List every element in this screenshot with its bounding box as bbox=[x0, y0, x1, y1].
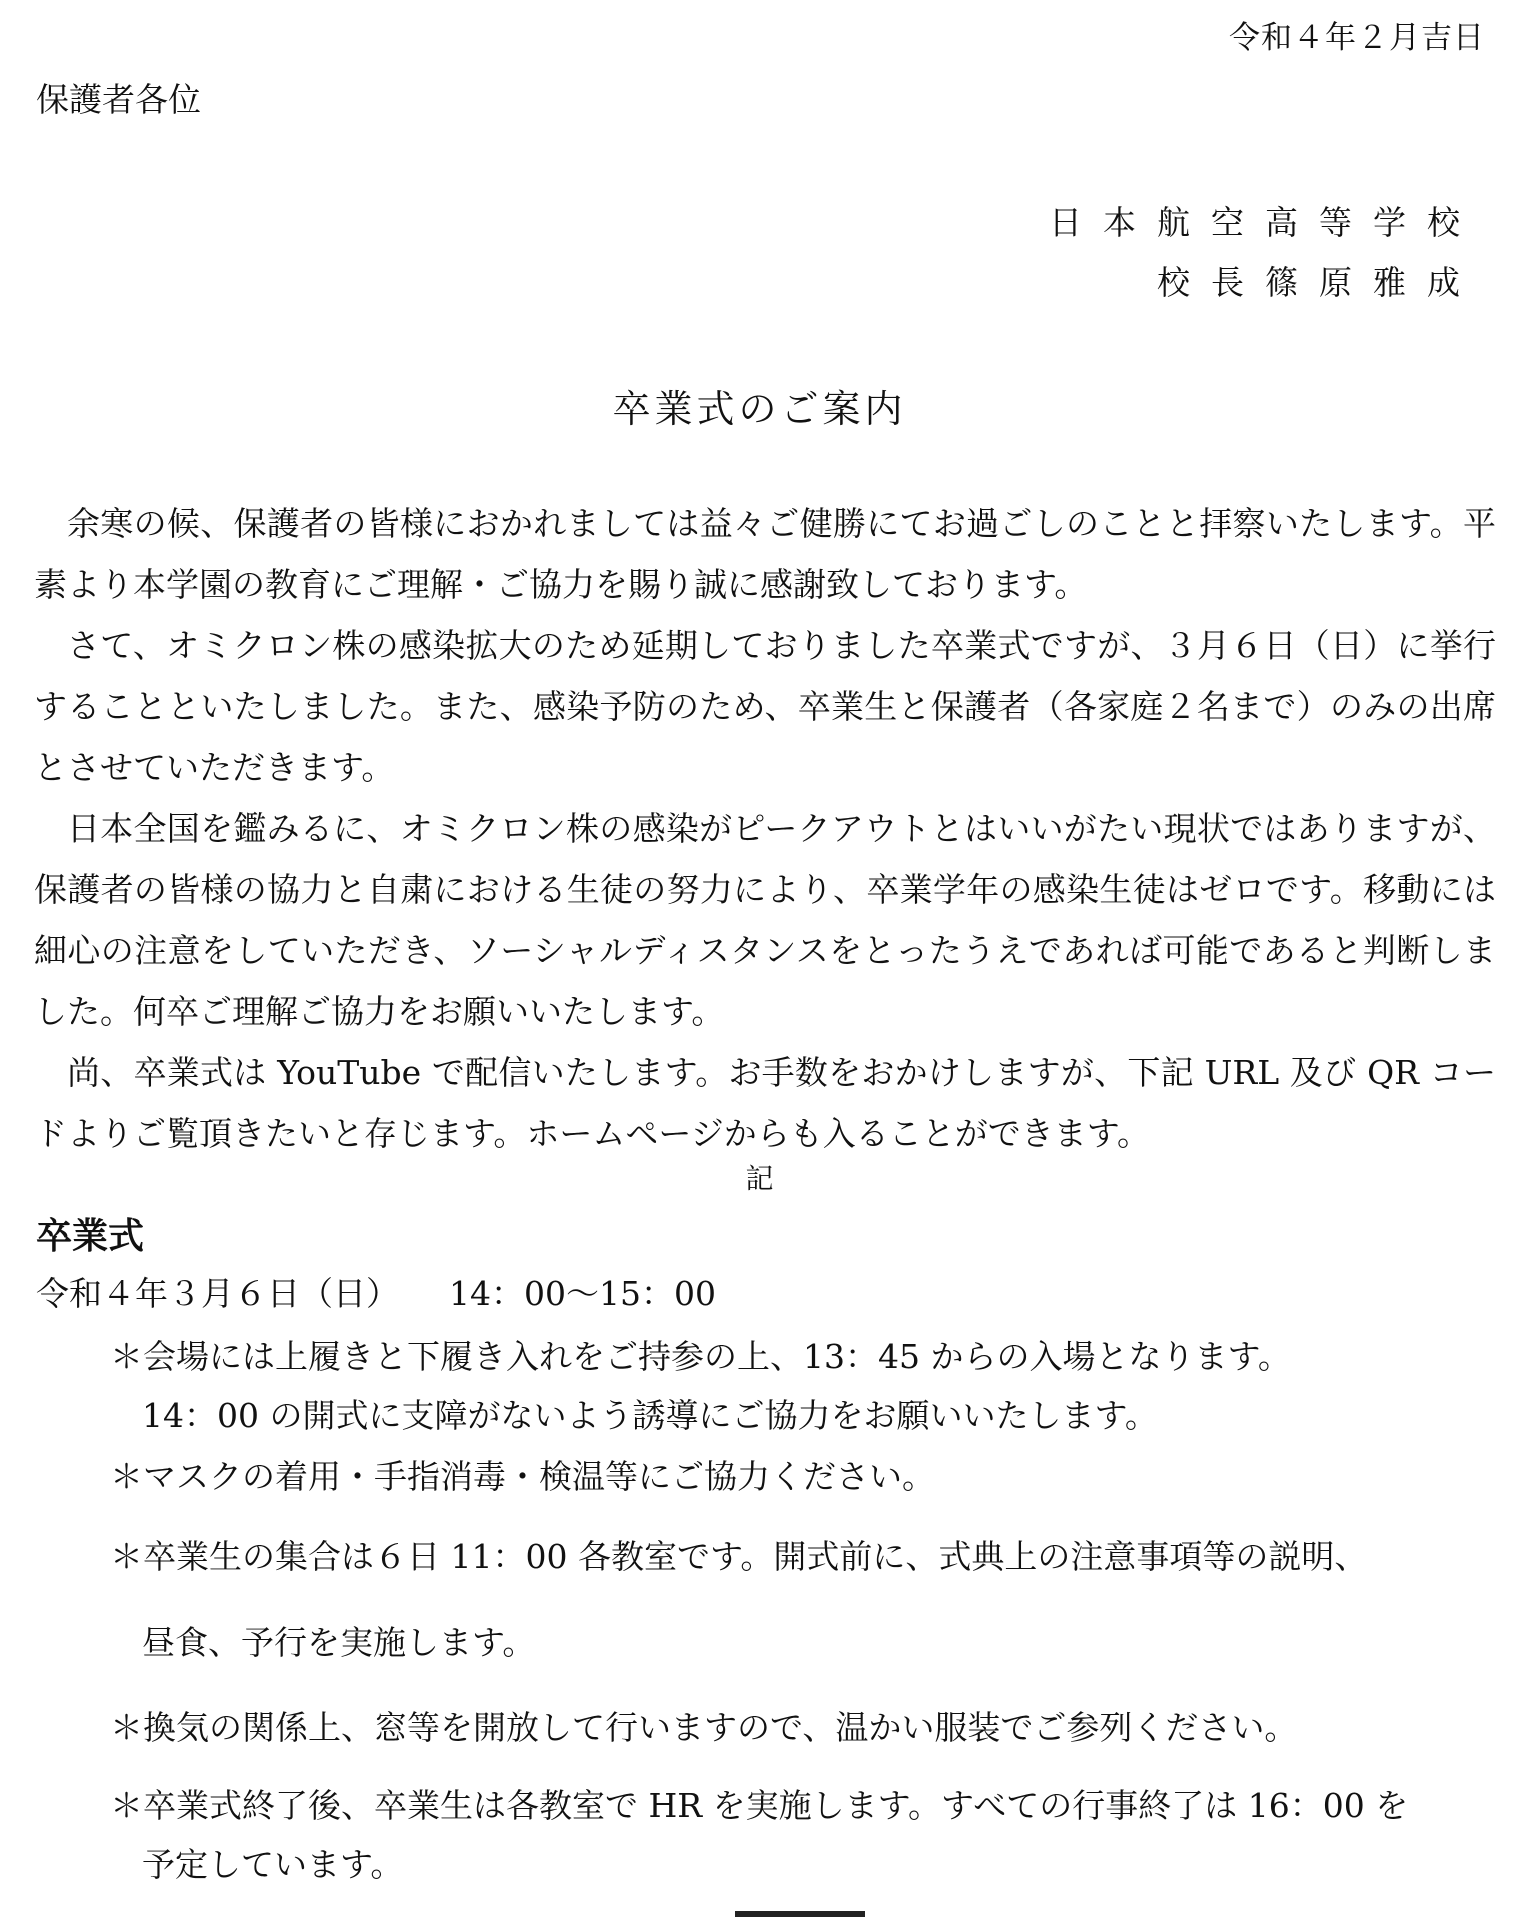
body-paragraph: さて、オミクロン株の感染拡大のため延期しておりました卒業式ですが、３月６日（日）に挙行することといたしました。また、感染予防のため、卒業生と保護者（各家庭２名まで）のみの出席とさせていただきます。 bbox=[34, 626, 1496, 787]
body-paragraph: 日本全国を鑑みるに、オミクロン株の感染がピークアウトとはいいがたい現状ではありますが、保護者の皆様の協力と自粛における生徒の努力により、卒業学年の感染生徒はゼロです。移動には細心の注意をしていただき、ソーシャルディスタンスをとったうえであれば可能であると判断しました。何卒ご理解ご協力をお願いいたします。 bbox=[34, 809, 1496, 1031]
ki-marker: 記 bbox=[745, 1162, 774, 1195]
document-date: 令和４年２月吉日 bbox=[1229, 20, 1485, 56]
event-datetime bbox=[36, 1268, 716, 1315]
body-paragraph: 尚、卒業式は YouTube で配信いたします。お手数をおかけしますが、下記 URL 及び QR コードよりご覧頂きたいと存じます。ホームページからも入ることができます。 bbox=[34, 1053, 1496, 1153]
note-homeroom: ＊卒業式終了後、卒業生は各教室で HR を実施します。すべての行事終了は 16：00 を bbox=[110, 1786, 1409, 1825]
note-entrance: ＊会場には上履きと下履き入れをご持参の上、13：45 からの入場となります。 bbox=[110, 1337, 1291, 1376]
event-time: 14：00～15：00 bbox=[449, 1274, 716, 1313]
document-title: 卒業式のご案内 bbox=[612, 387, 907, 431]
note-masks: ＊マスクの着用・手指消毒・検温等にご協力ください。 bbox=[110, 1457, 935, 1496]
recipient-line: 保護者各位 bbox=[36, 80, 201, 119]
sender-school: 日本航空高等学校 bbox=[1049, 203, 1481, 242]
event-heading: 卒業式 bbox=[36, 1216, 145, 1257]
note-assembly-cont: 昼食、予行を実施します。 bbox=[142, 1623, 536, 1662]
event-date: 令和４年３月６日（日） bbox=[36, 1274, 399, 1313]
footer-divider bbox=[735, 1911, 865, 1917]
note-entrance-cont: 14：00 の開式に支障がないよう誘導にご協力をお願いいたします。 bbox=[142, 1396, 1158, 1435]
note-ventilation: ＊換気の関係上、窓等を開放して行いますので、温かい服装でご参列ください。 bbox=[110, 1708, 1298, 1747]
note-assembly: ＊卒業生の集合は６日 11：00 各教室です。開式前に、式典上の注意事項等の説明、 bbox=[110, 1537, 1368, 1576]
body-paragraph: 余寒の候、保護者の皆様におかれましては益々ご健勝にてお過ごしのことと拝察いたします。平素より本学園の教育にご理解・ご協力を賜り誠に感謝致しております。 bbox=[34, 504, 1496, 604]
body-text bbox=[34, 493, 1496, 1164]
note-homeroom-cont: 予定しています。 bbox=[142, 1845, 404, 1884]
sender-principal: 校長篠原雅成 bbox=[1157, 263, 1481, 302]
